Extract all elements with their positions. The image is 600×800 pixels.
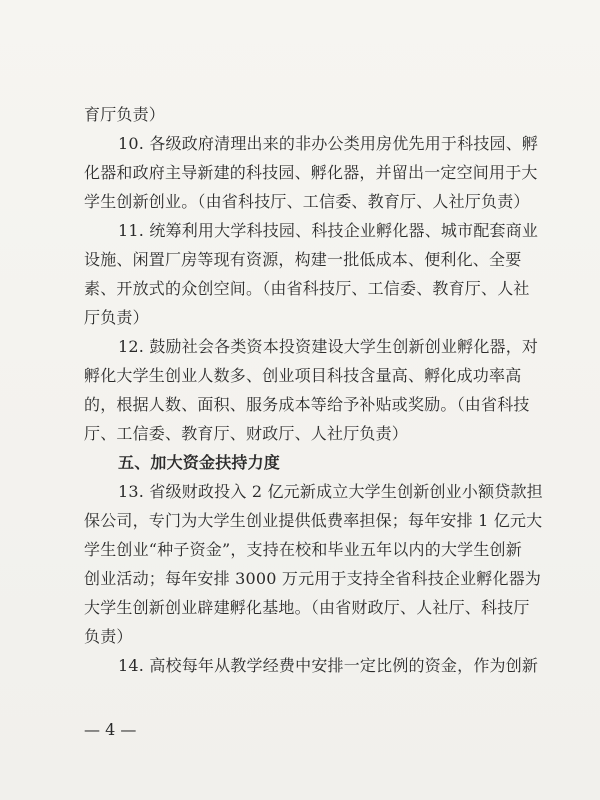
- page-number: — 4 —: [84, 720, 137, 739]
- text-line: 学生创新创业。（由省科技厅、工信委、教育厅、人社厅负责）: [84, 192, 530, 211]
- text-line: 的，根据人数、面积、服务成本等给予补贴或奖励。（由省科技: [84, 395, 530, 414]
- text-line: 大学生创新创业辟建孵化基地。（由省财政厅、人社厅、科技厅: [84, 598, 530, 617]
- text-line: 负责）: [84, 627, 133, 646]
- text-line: 厅、工信委、教育厅、财政厅、人社厅负责）: [84, 424, 409, 443]
- text-line: 育厅负责）: [84, 105, 166, 124]
- text-line: 13. 省级财政投入 2 亿元新成立大学生创新创业小额贷款担: [118, 482, 543, 501]
- text-line: 14. 高校每年从教学经费中安排一定比例的资金，作为创新: [118, 656, 539, 675]
- text-line: 素、开放式的众创空间。（由省科技厅、工信委、教育厅、人社: [84, 279, 530, 298]
- text-line: 学生创业“种子资金”，支持在校和毕业五年以内的大学生创新: [84, 540, 522, 559]
- text-line: 10. 各级政府清理出来的非办公类用房优先用于科技园、孵: [118, 134, 539, 153]
- section-heading: 五、加大资金扶持力度: [118, 453, 281, 472]
- text-line: 设施、闲置厂房等现有资源，构建一批低成本、便利化、全要: [84, 250, 522, 269]
- text-line: 保公司，专门为大学生创业提供低费率担保；每年安排 1 亿元大: [84, 511, 543, 530]
- text-line: 12. 鼓励社会各类资本投资建设大学生创新创业孵化器，对: [118, 337, 539, 356]
- text-line: 化器和政府主导新建的科技园、孵化器，并留出一定空间用于大: [84, 163, 538, 182]
- text-line: 孵化大学生创业人数多、创业项目科技含量高、孵化成功率高: [84, 366, 522, 385]
- text-line: 创业活动；每年安排 3000 万元用于支持全省科技企业孵化器为: [84, 569, 542, 588]
- document-body: [84, 100, 543, 680]
- text-line: 11. 统筹利用大学科技园、科技企业孵化器、城市配套商业: [118, 221, 539, 240]
- text-line: 厅负责）: [84, 308, 149, 327]
